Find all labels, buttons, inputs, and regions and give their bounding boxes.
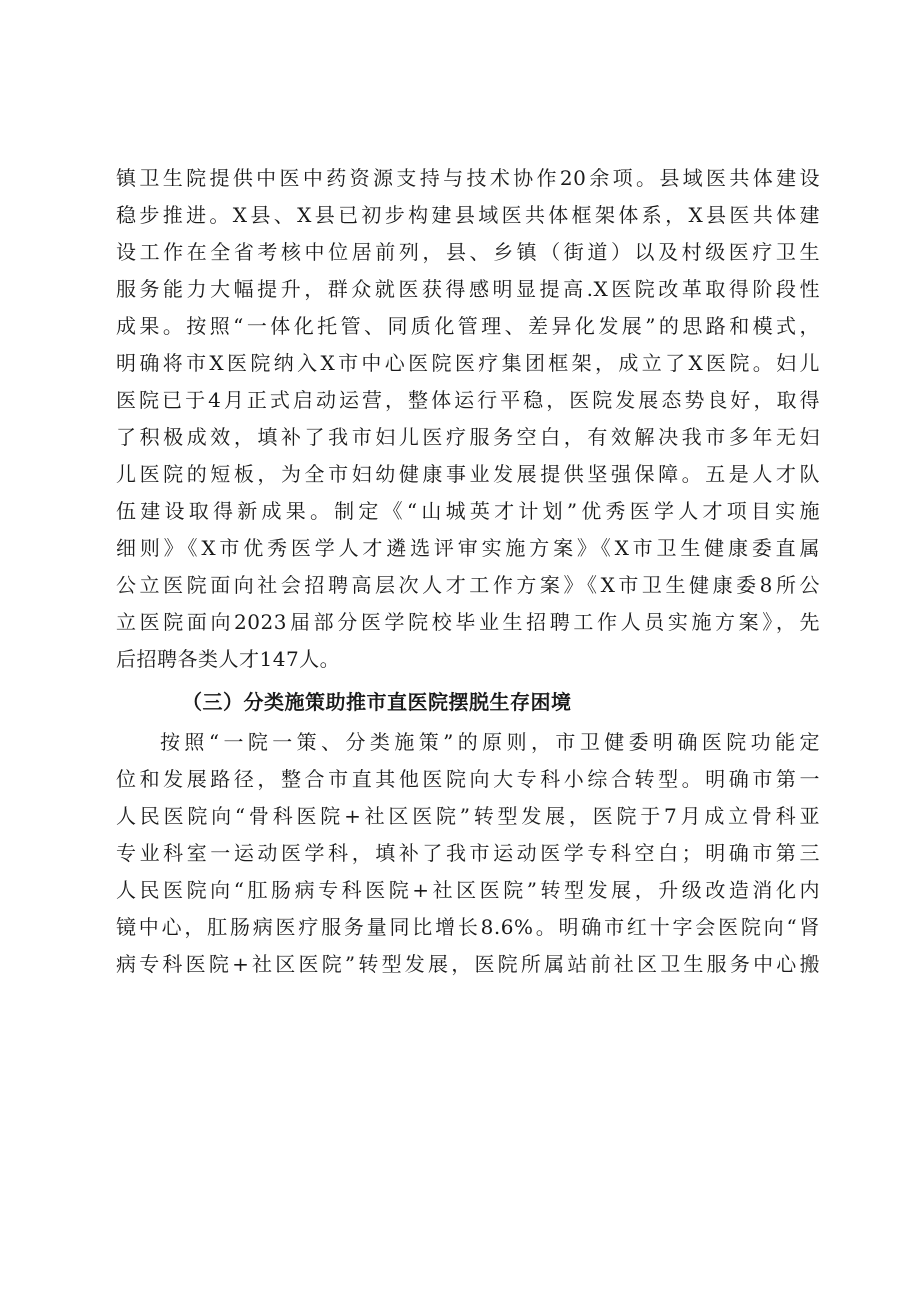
paragraph-line: 服务能力大幅提升，群众就医获得感明显提高.X医院改革取得阶段性 — [116, 277, 820, 301]
paragraph-2 — [116, 724, 820, 983]
paragraph-line: 人民医院向“骨科医院+社区医院”转型发展，医院于7月成立骨科亚 — [116, 804, 820, 828]
paragraph-line: 公立医院面向社会招聘高层次人才工作方案》《X市卫生健康委8所公 — [116, 573, 820, 597]
paragraph-line: 伍建设取得新成果。制定《“山城英才计划”优秀医学人才项目实施 — [116, 499, 820, 523]
paragraph-line: 人民医院向“肛肠病专科医院+社区医院”转型发展，升级改造消化内 — [116, 878, 820, 902]
paragraph-line: 细则》《X市优秀医学人才遴选评审实施方案》《X市卫生健康委直属 — [116, 536, 820, 560]
paragraph-line: 儿医院的短板，为全市妇幼健康事业发展提供坚强保障。五是人才队 — [116, 462, 820, 486]
paragraph-line: 专业科室一运动医学科，填补了我市运动医学专科空白；明确市第三 — [116, 841, 820, 865]
document-body — [116, 160, 820, 983]
paragraph-line: 病专科医院+社区医院”转型发展，医院所属站前社区卫生服务中心搬 — [116, 952, 820, 976]
paragraph-line: 后招聘各类人才147人。 — [116, 647, 341, 671]
paragraph-line: 医院已于4月正式启动运营，整体运行平稳，医院发展态势良好，取得 — [116, 388, 820, 412]
paragraph-line: 位和发展路径，整合市直其他医院向大专科小综合转型。明确市第一 — [116, 767, 820, 791]
section-heading: （三）分类施策助推市直医院摆脱生存困境 — [182, 690, 572, 714]
paragraph-line: 设工作在全省考核中位居前列，县、乡镇（街道）以及村级医疗卫生 — [116, 240, 820, 264]
paragraph-1 — [116, 160, 820, 678]
paragraph-line: 立医院面向2023届部分医学院校毕业生招聘工作人员实施方案》，先 — [116, 610, 820, 634]
paragraph-line: 了积极成效，填补了我市妇儿医疗服务空白，有效解决我市多年无妇 — [116, 425, 820, 449]
paragraph-line: 稳步推进。X县、X县已初步构建县域医共体框架体系，X县医共体建 — [116, 203, 820, 227]
paragraph-line: 镜中心，肛肠病医疗服务量同比增长8.6%。明确市红十字会医院向“肾 — [116, 915, 820, 939]
paragraph-line: 成果。按照“一体化托管、同质化管理、差异化发展”的思路和模式， — [116, 314, 820, 338]
paragraph-line: 明确将市X医院纳入X市中心医院医疗集团框架，成立了X医院。妇儿 — [116, 351, 820, 375]
paragraph-line: 按照“一院一策、分类施策”的原则，市卫健委明确医院功能定 — [160, 730, 820, 754]
paragraph-line: 镇卫生院提供中医中药资源支持与技术协作20余项。县域医共体建设 — [116, 166, 820, 190]
